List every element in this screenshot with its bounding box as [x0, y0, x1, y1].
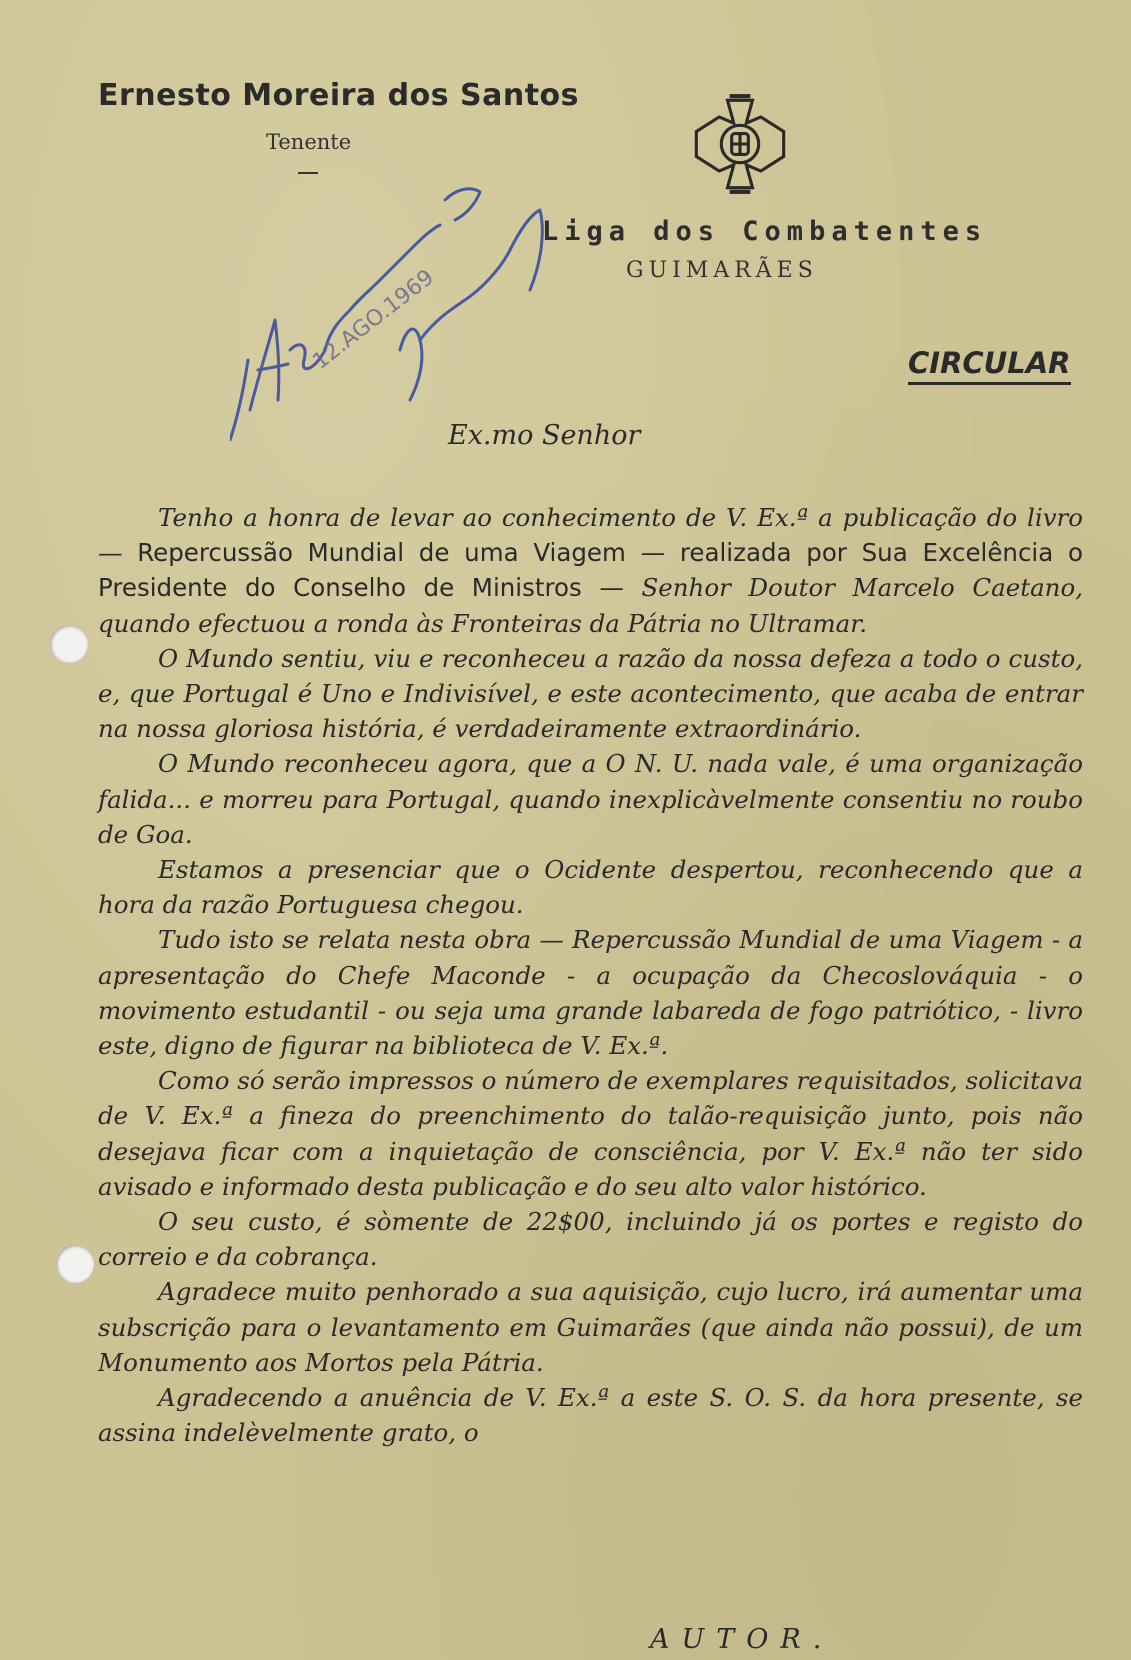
- paragraph-4: Estamos a presenciar que o Ocidente despertou, reconhecendo que a hora da razão Portuguesa chegou.: [98, 855, 1083, 920]
- sender-name: Ernesto Moreira dos Santos: [98, 78, 580, 113]
- paragraph-2: O Mundo sentiu, viu e reconheceu a razão da nossa defeza a todo o custo, e, que Portugal é Uno e Indivisível, e este acontecimento, que acaba de entrar na nossa gloriosa história, é verdadeiramente extraordinário.: [98, 643, 1083, 744]
- organization-name: Liga dos Combatentes: [542, 216, 988, 247]
- organization-city: GUIMARÃES: [626, 258, 818, 283]
- paragraph-8: Agradece muito penhorado a sua aquisição, cujo lucro, irá aumentar uma subscrição para o levantamento em Guimarães (que ainda não possui), de um Monumento aos Mortos pela Pátria.: [98, 1277, 1083, 1377]
- signature: AUTOR.: [650, 1624, 834, 1655]
- document-type-heading: CIRCULAR: [908, 346, 1071, 385]
- date-stamp-text: 12.AGO.1969: [308, 265, 439, 375]
- sender-rank: Tenente: [266, 130, 352, 154]
- cross-emblem-icon: [688, 92, 792, 196]
- paragraph-3: O Mundo reconheceu agora, que a O N. U. nada vale, é uma organização falida... e morreu para Portugal, quando inexplicàvelmente consentiu no roubo de Goa.: [98, 749, 1083, 849]
- punch-hole: [56, 1245, 94, 1283]
- handwritten-annotation: [230, 170, 600, 450]
- paragraph-5: Tudo isto se relata nesta obra — Repercussão Mundial de uma Viagem - a apresentação do Chefe Maconde - a ocupação da Checoslováquia - o movimento estudantil - ou seja uma grande labareda de fogo patriótico, - livro este, digno de figurar na biblioteca de V. Ex.ª.: [98, 925, 1083, 1061]
- date-stamp: [308, 265, 439, 375]
- letter-body: [98, 500, 1083, 1450]
- paragraph-1: [98, 500, 1083, 641]
- paragraph-9: Agradecendo a anuência de V. Ex.ª a este S. O. S. da hora presente, se assina indelèvelmente grato, o: [98, 1383, 1083, 1448]
- paragraph-6: Como só serão impressos o número de exemplares requisitados, solicitava de V. Ex.ª a fineza do preenchimento do talão-requisição junto, pois não desejava ficar com a inquietação de consciência, por V. Ex.ª não ter sido avisado e informado desta publicação e do seu alto valor histórico.: [98, 1066, 1083, 1201]
- paragraph-1-part-c: Senhor Doutor Marcelo Caetano, quando efectuou a ronda às Fronteiras da Pátria no Ultramar.: [98, 573, 1083, 638]
- book-title-bold: Repercussão Mundial de uma Viagem — realizada por Sua Excelência o Presidente do Conselho de Ministros —: [98, 538, 1083, 603]
- punch-hole: [50, 625, 88, 663]
- paragraph-7: O seu custo, é sòmente de 22$00, incluindo já os portes e registo do correio e da cobrança.: [98, 1207, 1083, 1272]
- paragraph-1-part-a: Tenho a honra de levar ao conhecimento de V. Ex.ª a publicação do livro —: [98, 503, 1083, 568]
- salutation: Ex.mo Senhor: [448, 420, 641, 451]
